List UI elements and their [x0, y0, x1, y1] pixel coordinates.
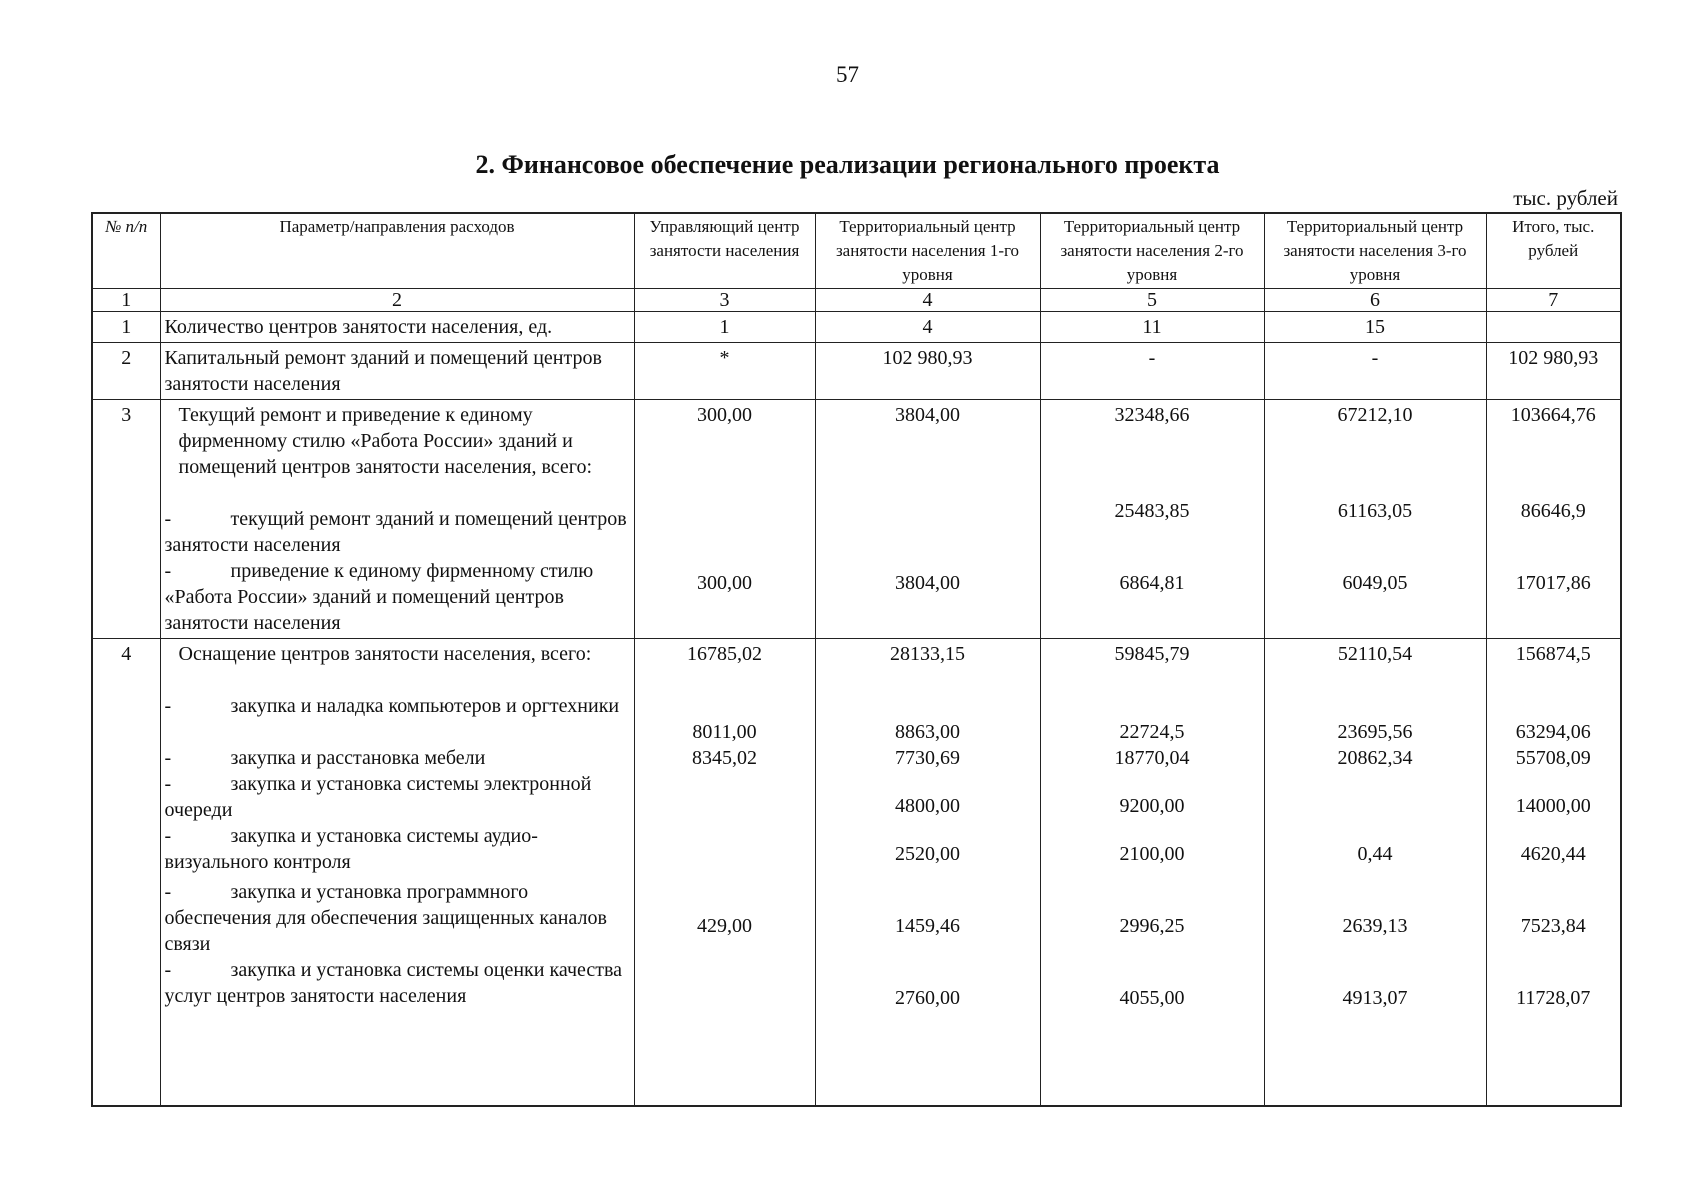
row-number: 1 [92, 312, 160, 343]
value-cell [1269, 793, 1482, 841]
value-cell: 32348,66 [1114, 404, 1190, 426]
value-cell: 22724,5 [1119, 721, 1185, 743]
value-cell: 300,00 [697, 572, 752, 594]
value-cell: 25483,85 [1114, 500, 1190, 522]
column-number: 3 [634, 289, 815, 312]
value-cell: 300,00 [697, 404, 752, 426]
column-number: 6 [1264, 289, 1486, 312]
value-cell: 11 [1040, 312, 1264, 343]
row-label: Оснащение центров занятости населения, всего: [178, 643, 592, 665]
value-cell: 102 980,93 [1486, 343, 1621, 400]
value-cell: 17017,86 [1515, 572, 1591, 594]
value-cell: 0,44 [1357, 843, 1393, 865]
row-label-block [160, 400, 634, 639]
column-number-row [92, 289, 1621, 312]
sub-item [165, 957, 630, 1009]
value-cell: 103664,76 [1510, 404, 1596, 426]
value-cell: 102 980,93 [815, 343, 1040, 400]
value-cell: 2639,13 [1342, 915, 1408, 937]
sub-item-label: приведение к единому фирменному стилю «Работа России» зданий и помещений центров занятости населения [164, 560, 594, 634]
value-cell: 28133,15 [890, 643, 965, 665]
header-cell: Параметр/направления расходов [160, 213, 634, 289]
value-column [1040, 400, 1264, 639]
row-label-block [160, 639, 634, 1106]
value-cell: 2996,25 [1119, 915, 1185, 937]
value-cell: 4913,07 [1342, 987, 1408, 1009]
header-cell: Территориальный центр занятости населения 2-го уровня [1040, 213, 1264, 289]
value-column [815, 639, 1040, 1106]
dash-marker: - [164, 508, 172, 530]
sub-item [165, 771, 630, 823]
value-cell: 4 [815, 312, 1040, 343]
page-number: 57 [836, 62, 859, 87]
row-number: 3 [92, 400, 160, 639]
row-label: Количество центров занятости населения, ед. [160, 312, 634, 343]
dash-marker: - [164, 959, 172, 981]
value-cell: 4800,00 [895, 795, 960, 817]
value-cell [639, 498, 811, 570]
sub-item-label: закупка и установка системы электронной очереди [164, 773, 592, 821]
units-label: тыс. рублей [1513, 186, 1618, 210]
value-cell: 4055,00 [1119, 987, 1185, 1009]
header-cell: Территориальный центр занятости населения 3-го уровня [1264, 213, 1486, 289]
dash-marker: - [164, 695, 172, 717]
value-cell: 8011,00 [692, 721, 757, 743]
column-number: 1 [92, 289, 160, 312]
sub-item-label: закупка и установка системы оценки качества услуг центров занятости населения [164, 959, 623, 1007]
value-cell: 2100,00 [1119, 843, 1185, 865]
value-column [815, 400, 1040, 639]
column-number: 5 [1040, 289, 1264, 312]
value-cell [1486, 312, 1621, 343]
value-cell: 16785,02 [687, 643, 762, 665]
value-cell [639, 793, 811, 841]
sub-item [165, 693, 630, 745]
column-number: 2 [160, 289, 634, 312]
value-cell: 3804,00 [895, 572, 960, 594]
value-cell: 6864,81 [1119, 572, 1185, 594]
dash-marker: - [164, 825, 172, 847]
value-cell: 9200,00 [1119, 795, 1185, 817]
value-cell: 2760,00 [895, 987, 960, 1009]
value-cell: 7730,69 [895, 747, 960, 769]
value-cell: 6049,05 [1342, 572, 1408, 594]
value-cell: 7523,84 [1520, 915, 1586, 937]
sub-item [165, 745, 630, 771]
value-cell: 1459,46 [895, 915, 960, 937]
value-column [1040, 639, 1264, 1106]
financing-table [91, 212, 1622, 1107]
value-cell: 59845,79 [1114, 643, 1190, 665]
header-cell: Итого, тыс. рублей [1486, 213, 1621, 289]
row-label: Капитальный ремонт зданий и помещений центров занятости населения [160, 343, 634, 400]
sub-item [165, 879, 630, 957]
dash-marker: - [164, 881, 172, 903]
value-cell [639, 841, 811, 913]
value-cell: 8863,00 [895, 721, 960, 743]
table-row [92, 312, 1621, 343]
value-cell: 2520,00 [895, 843, 960, 865]
sub-item-label: закупка и установка системы аудио-визуального контроля [164, 825, 538, 873]
document-title: 2. Финансовое обеспечение реализации регионального проекта [475, 150, 1220, 179]
value-cell: 11728,07 [1516, 987, 1591, 1009]
row-number: 4 [92, 639, 160, 1106]
value-cell: 4620,44 [1520, 843, 1586, 865]
sub-item-label: текущий ремонт зданий и помещений центров занятости населения [164, 508, 627, 556]
value-column [1264, 639, 1486, 1106]
table-row [92, 400, 1621, 639]
value-cell: 86646,9 [1520, 500, 1586, 522]
sub-item-label: закупка и наладка компьютеров и оргтехники [230, 695, 620, 717]
value-cell: - [1264, 343, 1486, 400]
sub-item [165, 506, 630, 558]
value-cell: 20862,34 [1337, 747, 1413, 769]
value-cell [639, 985, 811, 1011]
value-cell: 18770,04 [1114, 747, 1190, 769]
value-cell [820, 498, 1036, 570]
value-cell: 61163,05 [1337, 500, 1413, 522]
value-cell: 63294,06 [1515, 721, 1591, 743]
value-column [1264, 400, 1486, 639]
dash-marker: - [164, 747, 172, 769]
value-cell: 1 [634, 312, 815, 343]
value-cell: - [1040, 343, 1264, 400]
value-column [634, 639, 815, 1106]
header-cell: Управляющий центр занятости населения [634, 213, 815, 289]
value-cell: 14000,00 [1515, 795, 1591, 817]
value-cell: 156874,5 [1515, 643, 1591, 665]
sub-item-label: закупка и расстановка мебели [230, 747, 486, 769]
value-cell: 429,00 [697, 915, 752, 937]
value-cell: 67212,10 [1337, 404, 1413, 426]
value-cell: 3804,00 [895, 404, 960, 426]
row-label: Текущий ремонт и приведение к единому фирменному стилю «Работа России» зданий и помещений центров занятости населения, всего: [178, 404, 593, 478]
table-row [92, 639, 1621, 1106]
value-cell: 52110,54 [1337, 643, 1413, 665]
header-cell: Территориальный центр занятости населения 1-го уровня [815, 213, 1040, 289]
value-column [634, 400, 815, 639]
value-cell: 55708,09 [1515, 747, 1591, 769]
dash-marker: - [164, 560, 172, 582]
sub-item [165, 823, 630, 879]
value-cell: 8345,02 [692, 747, 757, 769]
value-cell: 15 [1264, 312, 1486, 343]
value-cell: 23695,56 [1337, 721, 1413, 743]
value-column [1486, 639, 1621, 1106]
column-number: 7 [1486, 289, 1621, 312]
sub-item [165, 558, 630, 636]
value-cell: * [634, 343, 815, 400]
value-column [1486, 400, 1621, 639]
column-number: 4 [815, 289, 1040, 312]
table-header-row [92, 213, 1621, 289]
sub-item-label: закупка и установка программного обеспечения для обеспечения защищенных каналов связи [164, 881, 607, 955]
table-row [92, 343, 1621, 400]
header-cell: № п/п [92, 213, 160, 289]
row-number: 2 [92, 343, 160, 400]
dash-marker: - [164, 773, 172, 795]
